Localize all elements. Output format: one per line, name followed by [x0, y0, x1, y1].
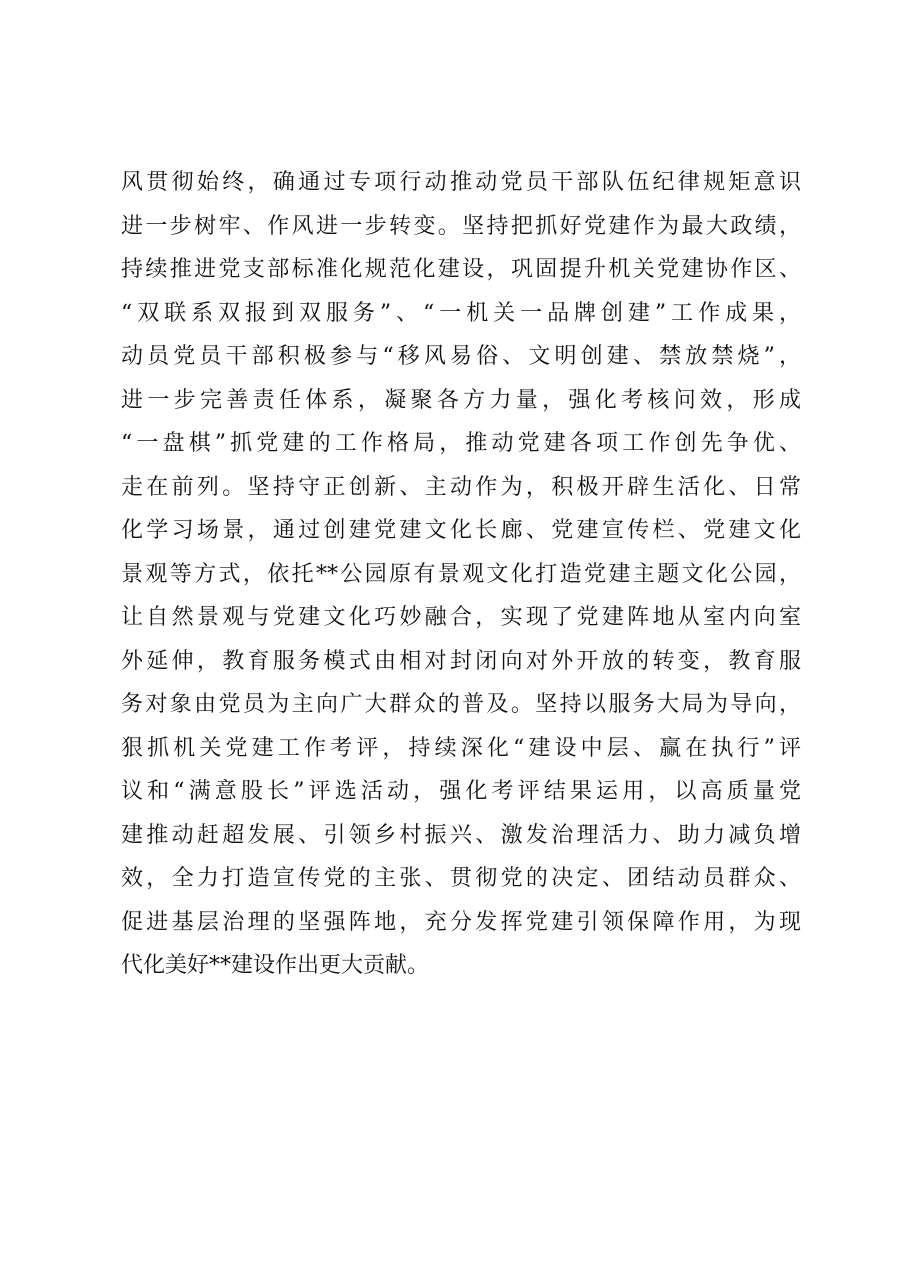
text-line: 效，全力打造宣传党的主张、贯彻党的决定、团结动员群众、: [121, 866, 801, 891]
text-line: 外延伸，教育服务模式由相对封闭向对外开放的转变，教育服: [121, 648, 801, 674]
body-paragraph: [121, 161, 801, 988]
text-line: 让自然景观与党建文化巧妙融合，实现了党建阵地从室内向室: [121, 605, 801, 630]
text-line: 动员党员干部积极参与“移风易俗、文明创建、禁放禁烧”，: [121, 344, 801, 369]
text-line: 化学习场景，通过创建党建文化长廊、党建宣传栏、党建文化: [121, 518, 801, 543]
text-line: “双联系双报到双服务”、“一机关一品牌创建”工作成果，: [121, 300, 801, 326]
text-line: 持续推进党支部标准化规范化建设，巩固提升机关党建协作区、: [121, 257, 801, 282]
text-line: 进一步树牢、作风进一步转变。坚持把抓好党建作为最大政绩，: [121, 213, 801, 239]
text-line: “一盘棋”抓党建的工作格局，推动党建各项工作创先争优、: [121, 431, 801, 456]
text-line: 走在前列。坚持守正创新、主动作为，积极开辟生活化、日常: [121, 474, 801, 500]
text-line: 风贯彻始终，确通过专项行动推动党员干部队伍纪律规矩意识: [121, 170, 801, 195]
text-line: 景观等方式，依托**公园原有景观文化打造党建主题文化公园，: [121, 561, 801, 587]
text-line: 议和“满意股长”评选活动，强化考评结果运用，以高质量党: [121, 779, 801, 804]
text-line: 促进基层治理的坚强阵地，充分发挥党建引领保障作用，为现: [121, 909, 801, 935]
text-line: 进一步完善责任体系，凝聚各方力量，强化考核问效，形成: [121, 387, 801, 413]
text-line-last: 代化美好**建设作出更大贡献。: [121, 953, 430, 978]
text-line: 务对象由党员为主向广大群众的普及。坚持以服务大局为导向，: [121, 692, 801, 717]
text-line: 建推动赶超发展、引领乡村振兴、激发治理活力、助力减负增: [121, 822, 801, 848]
text-line: 狠抓机关党建工作考评，持续深化“建设中层、赢在执行”评: [121, 735, 801, 761]
